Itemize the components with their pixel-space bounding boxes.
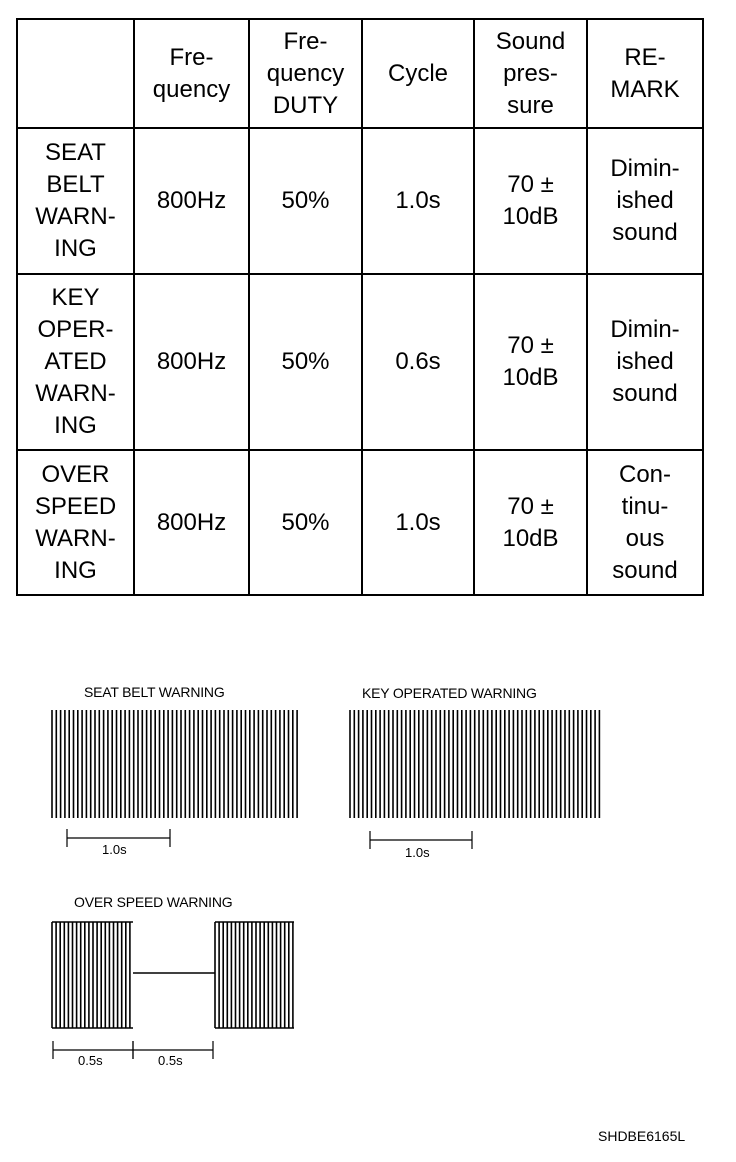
row-label: KEY OPER- ATED WARN- ING (17, 274, 134, 450)
cell-remark: Dimin- ished sound (587, 128, 703, 274)
table-row (17, 128, 703, 274)
seat-belt-dimension-label: 1.0s (102, 842, 127, 857)
table-row (17, 274, 703, 450)
warning-spec-table (16, 18, 704, 596)
header-cycle: Cycle (362, 19, 474, 128)
header-frequency-duty: Fre- quency DUTY (249, 19, 362, 128)
cell-frequency: 800Hz (134, 128, 249, 274)
seat-belt-wave-title: SEAT BELT WARNING (84, 684, 225, 700)
key-operated-wave-title: KEY OPERATED WARNING (362, 685, 537, 701)
key-operated-waveform (350, 710, 599, 818)
waveform-diagram (0, 600, 736, 1120)
cell-pressure: 70 ± 10dB (474, 450, 587, 595)
over-speed-off-dimension-label: 0.5s (158, 1053, 183, 1068)
cell-remark: Dimin- ished sound (587, 274, 703, 450)
cell-remark: Con- tinu- ous sound (587, 450, 703, 595)
cell-cycle: 0.6s (362, 274, 474, 450)
cell-cycle: 1.0s (362, 128, 474, 274)
header-remark: RE- MARK (587, 19, 703, 128)
figure-code: SHDBE6165L (598, 1128, 686, 1144)
dimension-lines (53, 829, 472, 1059)
header-empty (17, 19, 134, 128)
key-operated-dimension-label: 1.0s (405, 845, 430, 860)
over-speed-wave-title: OVER SPEED WARNING (74, 894, 233, 910)
cell-duty: 50% (249, 128, 362, 274)
over-speed-on-dimension-label: 0.5s (78, 1053, 103, 1068)
row-label: SEAT BELT WARN- ING (17, 128, 134, 274)
seat-belt-waveform (52, 710, 297, 818)
over-speed-waveform (52, 922, 294, 1028)
cell-duty: 50% (249, 450, 362, 595)
table-row (17, 450, 703, 595)
header-sound-pressure: Sound pres- sure (474, 19, 587, 128)
cell-duty: 50% (249, 274, 362, 450)
cell-cycle: 1.0s (362, 450, 474, 595)
table-header-row (17, 19, 703, 128)
header-frequency: Fre- quency (134, 19, 249, 128)
row-label: OVER SPEED WARN- ING (17, 450, 134, 595)
cell-frequency: 800Hz (134, 274, 249, 450)
cell-frequency: 800Hz (134, 450, 249, 595)
cell-pressure: 70 ± 10dB (474, 274, 587, 450)
cell-pressure: 70 ± 10dB (474, 128, 587, 274)
